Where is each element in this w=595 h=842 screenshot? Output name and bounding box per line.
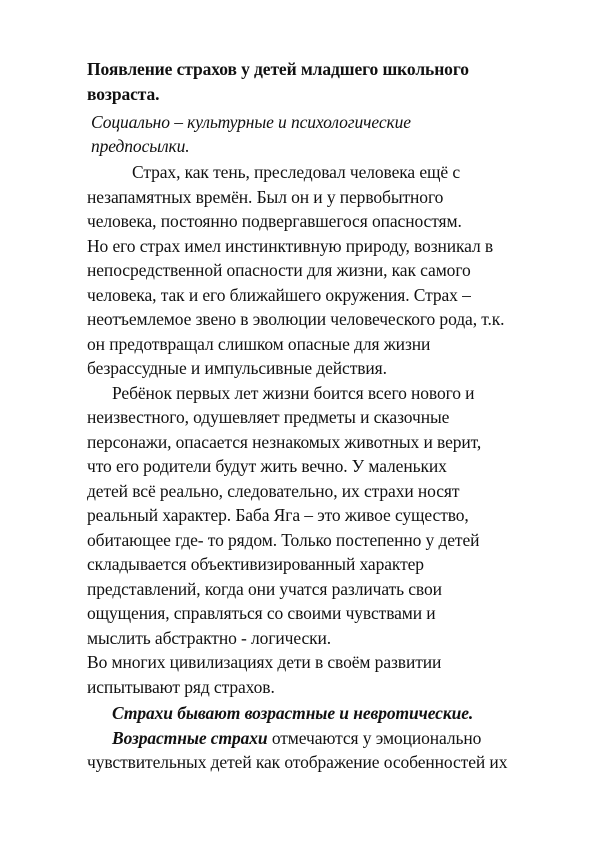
paragraph-1-line: неотъемлемое звено в эволюции человеческого рода, т.к. [87,309,505,329]
document-subtitle-line-2: предпосылки. [91,136,190,156]
section-heading: Страхи бывают возрастные и невротические. [112,703,474,723]
document-title-line-2: возраста. [87,84,160,104]
paragraph-2-line: неизвестного, одушевляет предметы и сказочные [87,407,450,427]
paragraph-1-line: он предотвращал слишком опасные для жизни [87,334,431,354]
paragraph-1-line: Но его страх имел инстинктивную природу, возникал в [87,236,494,256]
paragraph-2-line: обитающее где- то рядом. Только постепенно у детей [87,530,480,550]
paragraph-4-text: отмечаются у эмоционально [267,728,482,748]
paragraph-2-line: Ребёнок первых лет жизни боится всего нового и [112,383,475,403]
paragraph-3-line: испытывают ряд страхов. [87,677,275,697]
paragraph-1-line: человека, постоянно подвергавшегося опасностям. [87,211,462,231]
paragraph-1-line: непосредственной опасности для жизни, как самого [87,260,471,280]
paragraph-2-line: складывается объективизированный характер [87,554,424,574]
paragraph-2-line: мыслить абстрактно - логически. [87,628,332,648]
paragraph-4-line [112,727,481,749]
paragraph-1-line: незапамятных времён. Был он и у первобытного [87,187,444,207]
paragraph-2-line: детей всё реально, следовательно, их страхи носят [87,481,460,501]
document-title-line-1: Появление страхов у детей младшего школьного [87,59,469,79]
emphasized-term: Возрастные страхи [112,728,268,748]
paragraph-1-line: безрассудные и импульсивные действия. [87,358,387,378]
paragraph-2-line: представлений, когда они учатся различать свои [87,579,442,599]
paragraph-2-line: ощущения, справляться со своими чувствами и [87,603,436,623]
paragraph-2-line: персонажи, опасается незнакомых животных и верит, [87,432,482,452]
paragraph-1-line: Страх, как тень, преследовал человека ещё с [132,162,460,182]
paragraph-1-line: человека, так и его ближайшего окружения. Страх – [87,285,471,305]
paragraph-3-line: Во многих цивилизациях дети в своём развитии [87,652,442,672]
document-subtitle-line-1: Социально – культурные и психологические [91,112,411,132]
paragraph-2-line: реальный характер. Баба Яга – это живое существо, [87,505,469,525]
paragraph-4-line: чувствительных детей как отображение особенностей их [87,752,508,772]
paragraph-2-line: что его родители будут жить вечно. У маленьких [87,456,447,476]
